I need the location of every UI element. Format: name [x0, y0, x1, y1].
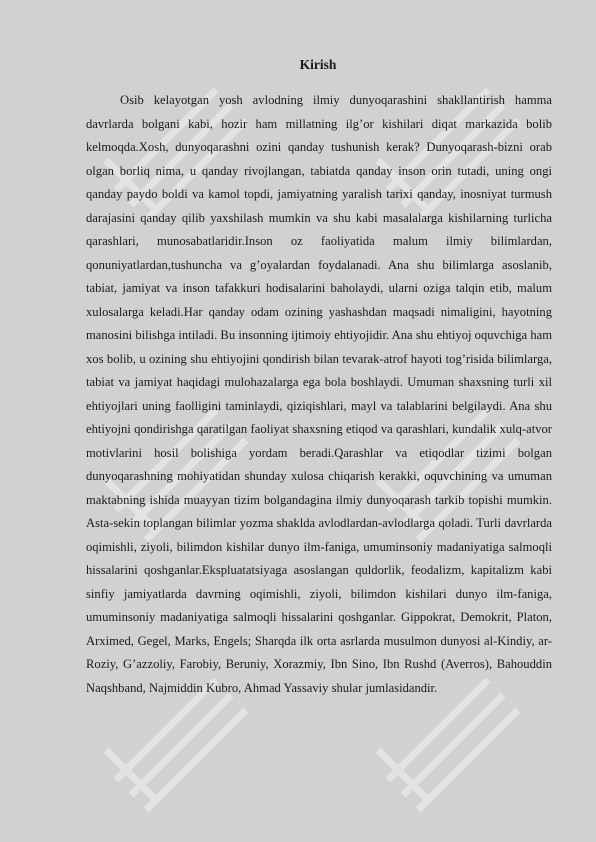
page-title: Kirish — [299, 57, 337, 72]
body-paragraph: Osib kelayotgan yosh avlodning ilmiy dunyoqarashini shakllantirish hamma davrlarda bolgani kabi, hozir ham millatning ilg’or kishilari diqat markazida bolib kelmoqda.Xosh, dunyoqarashni ozini qanday tushunish kerak? Dunyoqarash-bizni orab olgan borliq nima, u qanday rivojlangan, tabiatda qanday inson orin tutadi, uning ongi qanday paydo boldi va kamol topdi, jamiyatning yaralish tarixi qanday, inosniyat turmush darajasini qanday qilib yaxshilash mumkin va shu kabi masalalarga kishilarning turlicha qarashlari, munosabatlaridir.Inson oz faoliyatida malum ilmiy bilimlardan, qonuniyatlardan,tushuncha va g’oyalardan foydalanadi. Ana shu bilimlarga asoslanib, tabiat, jamiyat va inson tafakkuri hodisalarini baholaydi, ularni oziga talqin etib, malum xulosalarga keladi.Har qanday odam ozining yashashdan maqsadi nimaligini, hayotning manosini bilishga intiladi. Bu insonning ijtimoiy ehtiyojidir. Ana shu ehtiyoj oquvchiga ham xos bolib, u ozining shu ehtiyojini qondirish bilan tevarak-atrof hayoti tog’risida bilimlarga, tabiat va jamiyat haqidagi mulohazalarga ega bola boshlaydi. Umuman shaxsning turli xil ehtiyojlari uning faolligini taminlaydi, qiziqishlari, mayl va talablarini belgilaydi. Ana shu ehtiyojni qondirishga qaratilgan faoliyat shaxsning etiqod va qarashlari, kundalik xulq-atvor motivlarini hosil bolishiga yordam beradi.Qarashlar va etiqodlar tizimi bolgan dunyoqarashning mohiyatidan shunday xulosa chiqarish kerakki, oquvchining va umuman maktabning ishida muayyan tizim bolgandagina ilmiy dunyoqarash tarkib topishi mumkin. Asta-sekin toplangan bilimlar yozma shaklda avlodlardan-avlodlarga qoladi. Turli davrlarda oqimishli, ziyoli, bilimdon kishilar dunyo ilm-faniga, umuminsoniy madaniyatiga salmoqli hissalarini qoshganlar.Ekspluatatsiyaga asoslangan quldorlik, feodalizm, kapitalizm kabi sinfiy jamiyatlarda davrning oqimishli, ziyoli, bilimdon kishilari dunyo ilm-faniga, umuminsoniy madaniyatiga salmoqli hissalarini qoshganlar. Gippokrat, Demokrit, Platon, Arximed, Gegel, Marks, Engels; Sharqda ilk orta asrlarda musulmon dunyosi al-Kindiy, ar-Roziy, G’azzoliy, Farobiy, Beruniy, Xorazmiy, Ibn Sino, Ibn Rushd (Averros), Bahouddin Naqshband, Najmiddin Kubro, Ahmad Yassaviy shular jumlasidandir. — [86, 93, 552, 695]
